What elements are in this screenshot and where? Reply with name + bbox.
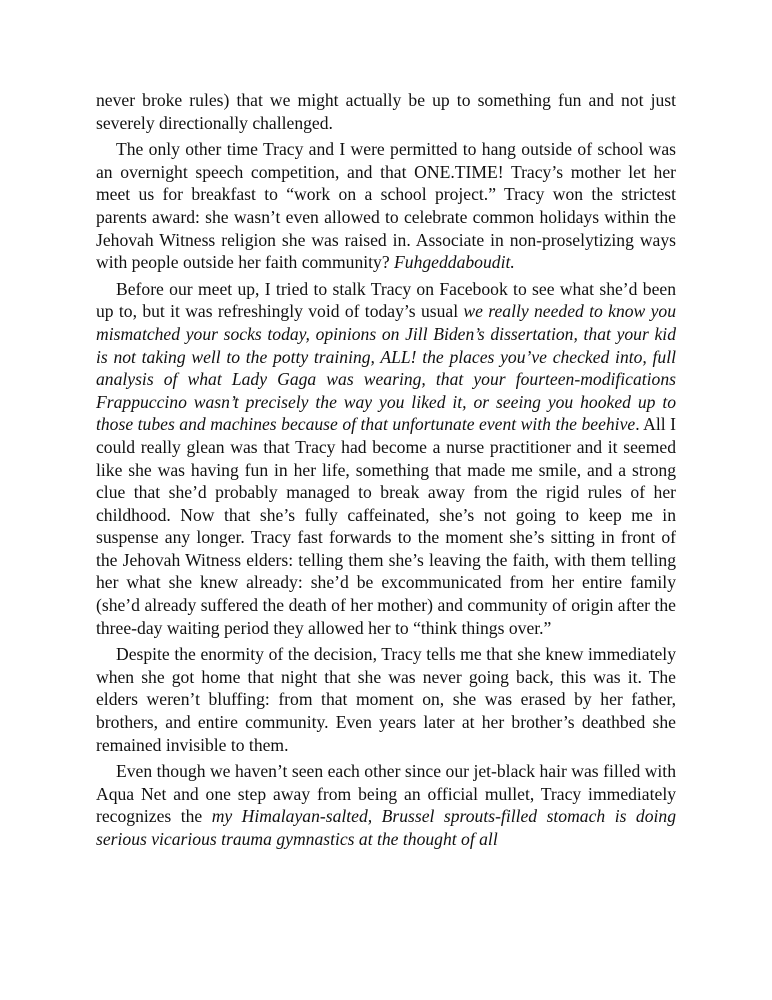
paragraph-4: [96, 643, 676, 756]
page-body: [96, 89, 676, 851]
paragraph-2-run-1: The only other time Tracy and I were permitted to hang outside of school was an overnight speech competition, and that ONE.TIME! Tracy’s mother let her meet us for breakfast to “work on a school project.” Tracy won the strictest parents award: she wasn’t even allowed to celebrate common holidays within the Jehovah Witness religion she was raised in. Associate in non-proselytizing ways with people outside her faith community?: [96, 139, 676, 273]
paragraph-3-run-3: . All I could really glean was that Tracy had become a nurse practitioner and it seemed like she was having fun in her life, something that made me smile, and a strong clue that she’d probably managed to break away from the rigid rules of her childhood. Now that she’s fully caffeinated, she’s not going to keep me in suspense any longer. Tracy fast forwards to the moment she’s sitting in front of the Jehovah Witness elders: telling them she’s leaving the faith, with them telling her what she knew already: she’d be excommunicated from her entire family (she’d already suffered the death of her mother) and community of origin after the three-day waiting period they allowed her to “think things over.”: [96, 414, 676, 638]
paragraph-5: [96, 760, 676, 850]
paragraph-2-run-2-italic: Fuhgeddaboudit.: [394, 252, 515, 273]
paragraph-5-run-2-italic: my Himalayan-salted, Brussel sprouts-filled stomach is doing serious vicarious trauma gymnastics at the thought of all: [96, 806, 676, 849]
paragraph-2: [96, 138, 676, 274]
paragraph-5-run-1: Even though we haven’t seen each other since our jet-black hair was filled with Aqua Net and one step away from being an official mullet, Tracy immediately recognizes the: [96, 761, 676, 827]
paragraph-4-run-1: Despite the enormity of the decision, Tracy tells me that she knew immediately when she got home that night that she was never going back, this was it. The elders weren’t bluffing: from that moment on, she was erased by her father, brothers, and entire community. Even years later at her brother’s deathbed she remained invisible to them.: [96, 644, 676, 755]
paragraph-3-run-2-italic: we really needed to know you mismatched your socks today, opinions on Jill Biden’s dissertation, that your kid is not taking well to the potty training, ALL! the places you’ve checked into, full analysis of what Lady Gaga was wearing, that your fourteen-modifications Frappuccino wasn’t precisely the way you liked it, or seeing you hooked up to those tubes and machines because of that unfortunate event with the beehive: [96, 301, 676, 435]
paragraph-3: [96, 278, 676, 640]
paragraph-1: [96, 89, 676, 134]
paragraph-3-run-1: Before our meet up, I tried to stalk Tracy on Facebook to see what she’d been up to, but it was refreshingly void of today’s usual: [96, 278, 676, 322]
paragraph-1-run-1: never broke rules) that we might actually be up to something fun and not just severely directionally challenged.: [96, 90, 676, 133]
